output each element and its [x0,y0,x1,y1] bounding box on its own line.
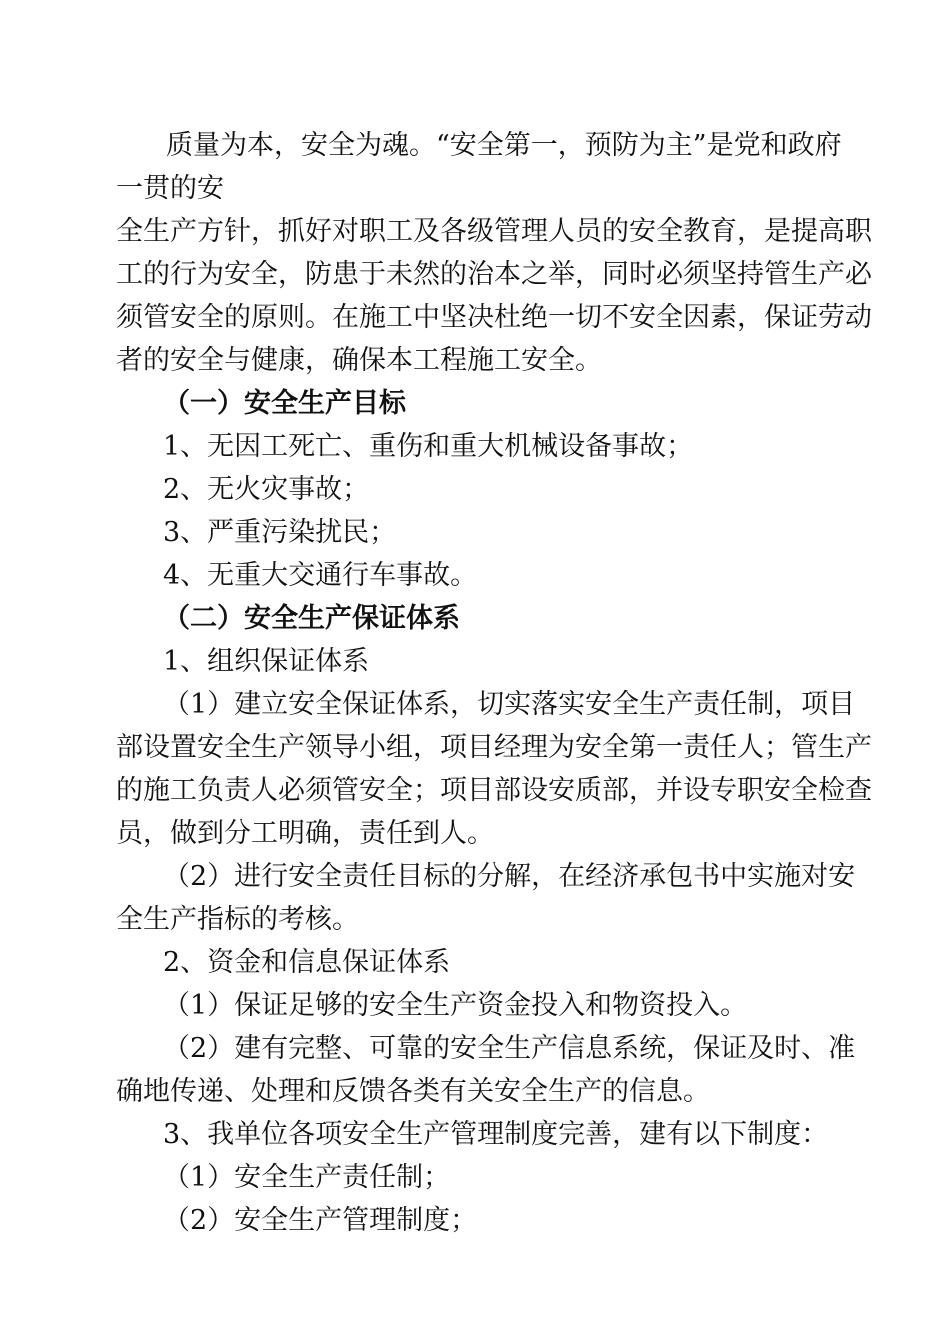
funding-para1: （1）保证足够的安全生产资金投入和物资投入。 [163,990,748,1021]
subsection-title-funding: 2、资金和信息保证体系 [163,947,451,978]
intro-line-5: 须管安全的原则。在施工中坚决杜绝一切不安全因素，保证劳动 [116,302,872,333]
org-para1-line-2: 部设置安全生产领导小组，项目经理为安全第一责任人；管生产 [116,732,872,763]
org-para1-line-1: （1）建立安全保证体系，切实落实安全生产责任制，项目 [163,689,856,720]
org-para2-line-2: 全生产指标的考核。 [116,904,359,935]
section-heading-safety-system: （二）安全生产保证体系 [163,603,460,634]
org-para2-line-1: （2）进行安全责任目标的分解，在经济承包书中实施对安 [163,861,856,892]
intro-line-4: 工的行为安全，防患于未然的治本之举，同时必须坚持管生产必 [116,259,872,290]
org-para1-line-4: 员，做到分工明确，责任到人。 [116,818,494,849]
intro-line-6: 者的安全与健康，确保本工程施工安全。 [116,345,602,376]
intro-line-1: 质量为本，安全为魂。“安全第一，预防为主”是党和政府 [166,130,842,161]
section-heading-safety-goals: （一）安全生产目标 [163,388,406,419]
regulation-item-2: （2）安全生产管理制度； [163,1205,478,1236]
org-para1-line-3: 的施工负责人必须管安全；项目部设安质部，并设专职安全检查 [116,775,872,806]
intro-line-2: 一贯的安 [116,173,224,204]
funding-para2-line-1: （2）建有完整、可靠的安全生产信息系统，保证及时、准 [163,1033,856,1064]
subsection-title-regulations: 3、我单位各项安全生产管理制度完善，建有以下制度： [163,1119,829,1150]
goal-item-2: 2、无火灾事故； [163,474,370,505]
subsection-title-organization: 1、组织保证体系 [163,646,370,677]
regulation-item-1: （1）安全生产责任制； [163,1162,451,1193]
goal-item-4: 4、无重大交通行车事故。 [163,560,478,591]
goal-item-3: 3、严重污染扰民； [163,517,397,548]
intro-line-3: 全生产方针，抓好对职工及各级管理人员的安全教育，是提高职 [116,216,872,247]
goal-item-1: 1、无因工死亡、重伤和重大机械设备事故； [163,431,694,462]
funding-para2-line-2: 确地传递、处理和反馈各类有关安全生产的信息。 [116,1076,710,1107]
